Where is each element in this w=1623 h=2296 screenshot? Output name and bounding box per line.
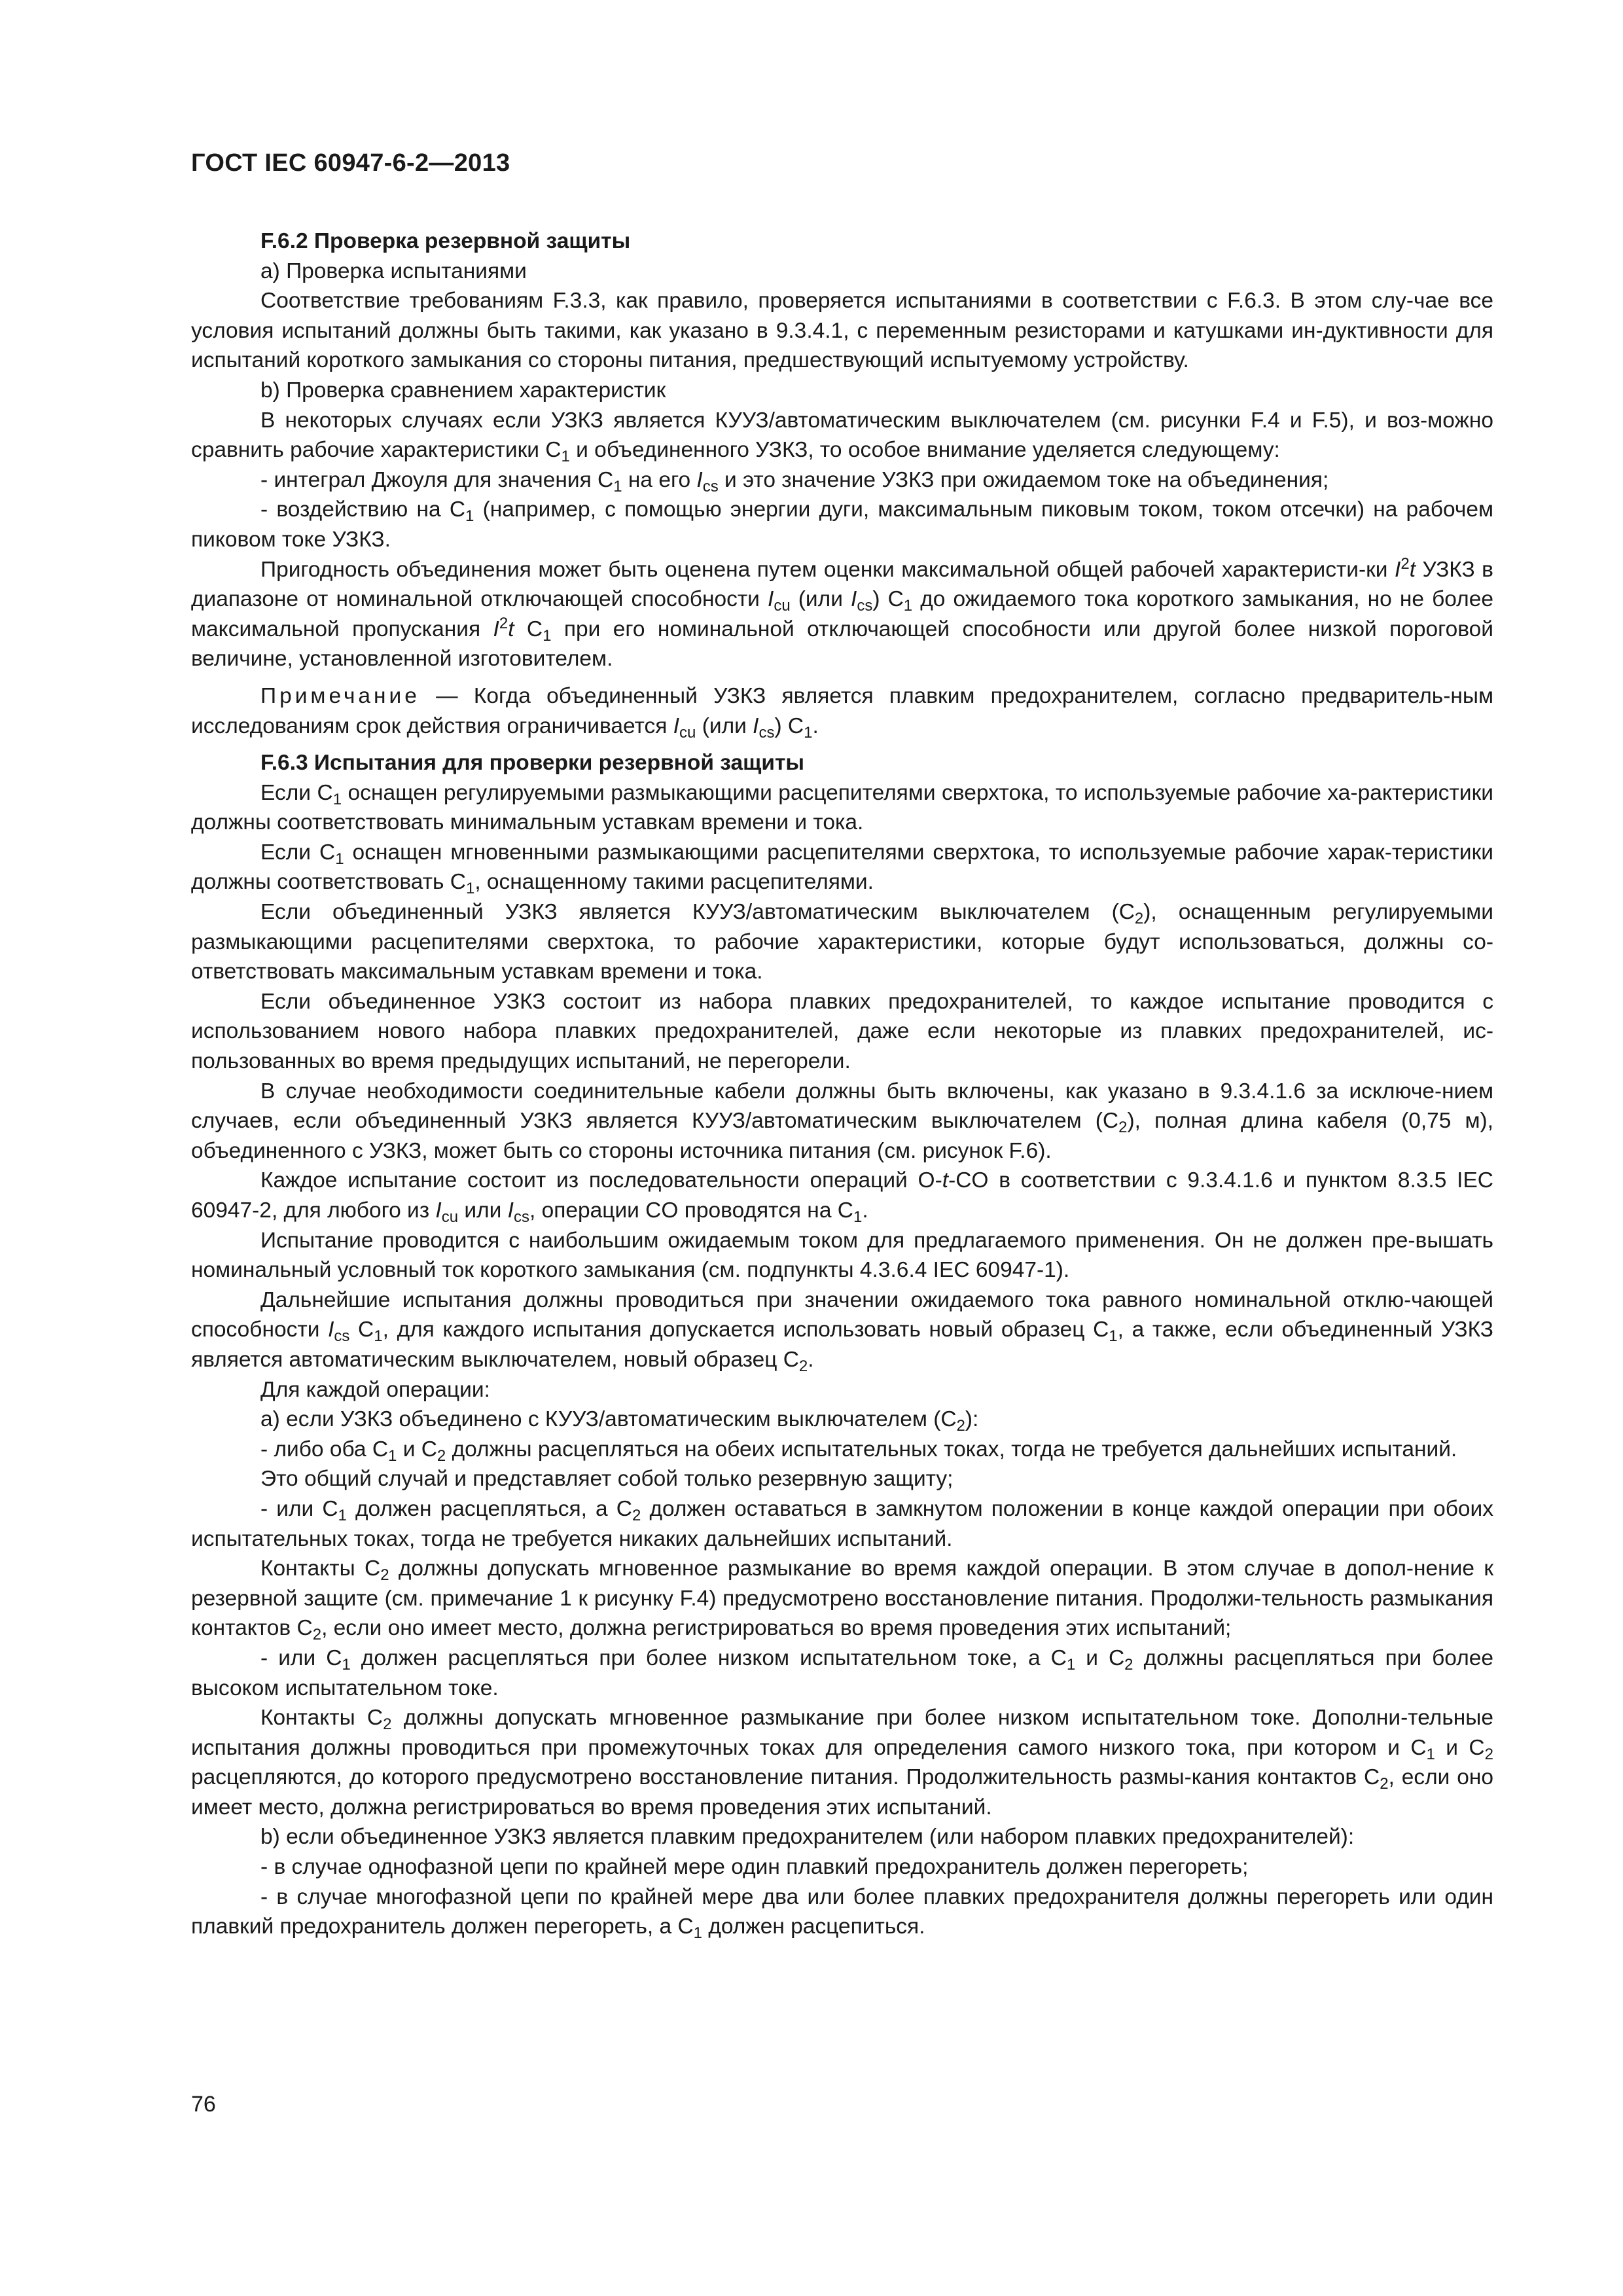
paragraph: Каждое испытание состоит из последовательности операций O-t-CO в соответствии с 9.3.4.1.6 и пунктом 8.3.5 IEC 60947-2, для любого из $I_{cu}$ или $I_{cs}$, операции CO проводятся на $С_1$. (191, 1168, 1493, 1226)
list-item: - в случае многофазной цепи по крайней мере два или более плавких предохранителя должны перегореть или один плавкий предохранитель должен перегореть, а $С_1$ должен расцепиться. (191, 1884, 1493, 1943)
document-header: ГОСТ IEC 60947-6-2—2013 (191, 149, 510, 177)
paragraph: Соответствие требованиям F.3.3, как правило, проверяется испытаниями в соответствии с F.6.3. В этом слу-чае все условия испытаний должны быть такими, как указано в 9.3.4.1, с переменным резисторами и катушками ин-дуктивности для испытаний короткого замыкания со стороны питания, предшествующий испытуемому устройству. (191, 289, 1493, 373)
list-item: - или $С_1$ должен расцепляться, а $С_2$ должен оставаться в замкнутом положении в конце каждой операции при обоих испытательных токах, тогда не требуется никаких дальнейших испытаний. (191, 1496, 1493, 1551)
paragraph: Если объединенное УЗКЗ состоит из набора плавких предохранителей, то каждое испытание проводится с использованием нового набора плавких предохранителей, даже если некоторые из плавких предохранителей, ис-пользованных во время предыдущих испытаний, не перегорели. (191, 989, 1493, 1074)
paragraph: Это общий случай и представляет собой только резервную защиту; (260, 1467, 954, 1492)
list-item: - воздействию на $С_1$ (например, с помощью энергии дуги, максимальным пиковым током, током отсечки) на рабочем пиковом токе УЗКЗ. (191, 497, 1493, 552)
section-heading-f62: F.6.2 Проверка резервной защиты (260, 229, 631, 253)
list-item: а) если УЗКЗ объединено с КУУЗ/автоматическим выключателем $(С_2)$: (260, 1407, 979, 1435)
section-heading-f63: F.6.3 Испытания для проверки резервной защиты (260, 751, 804, 776)
subsection-a-title: а) Проверка испытаниями (260, 259, 527, 283)
paragraph: Контакты $С_2$ должны допускать мгновенное размыкание во время каждой операции. В этом случае в допол-нение к резервной защите (см. примечание 1 к рисунку F.4) предусмотрено восстановление питания. Продолжи-тельность размыкания контактов $С_2$, если оно имеет место, должна регистрироваться во время проведения этих испытаний; (191, 1556, 1493, 1644)
list-item: - либо оба $С_1$ и $С_2$ должны расцепляться на обеих испытательных токах, тогда не требуется дальнейших испытаний. (260, 1437, 1457, 1465)
list-item: - в случае однофазной цепи по крайней мере один плавкий предохранитель должен перегореть; (260, 1855, 1249, 1880)
list-item: b) если объединенное УЗКЗ является плавким предохранителем (или набором плавких предохранителей): (260, 1825, 1355, 1850)
paragraph: Пригодность объединения может быть оценена путем оценки максимальной общей рабочей характеристи-ки $I^2t$ УЗКЗ в диапазоне от номинальной отключающей способности $I_{cu}$ (или $I_{cs}$) $С_1$ до ожидаемого тока короткого замыкания, но не более максимальной пропускания $I^2t$ $С_1$ при его номинальной отключающей способности или другой более низкой пороговой величине, установленной изготовителем. (191, 554, 1493, 672)
note: Примечание — Когда объединенный УЗКЗ является плавким предохранителем, согласно предваритель-ным исследованиям срок действия ограничивается $I_{cu}$ (или $I_{cs}$) $С_1$. (191, 683, 1493, 742)
paragraph: Испытание проводится с наибольшим ожидаемым током для предлагаемого применения. Он не должен пре-вышать номинальный условный ток короткого замыкания (см. подпункты 4.3.6.4 IEC 60947-1). (191, 1228, 1493, 1283)
paragraph: Для каждой операции: (260, 1377, 490, 1402)
paragraph: Если объединенный УЗКЗ является КУУЗ/автоматическим выключателем $(С_2)$, оснащенным регулируемыми размыкающими расцепителями сверхтока, то рабочие характеристики, которые будут использоваться, должны со-ответствовать максимальным уставкам времени и тока. (191, 900, 1493, 984)
paragraph: В случае необходимости соединительные кабели должны быть включены, как указано в 9.3.4.1.6 за исключе-нием случаев, если объединенный УЗКЗ является КУУЗ/автоматическим выключателем $(С_2)$, полная длина кабеля (0,75 м), объединенного с УЗКЗ, может быть со стороны источника питания (см. рисунок F.6). (191, 1079, 1493, 1163)
note-label: Примечание (260, 683, 420, 708)
paragraph: В некоторых случаях если УЗКЗ является КУУЗ/автоматическим выключателем (см. рисунки F.4 и F.5), и воз-можно сравнить рабочие характеристики $С_1$ и объединенного УЗКЗ, то особое внимание уделяется следующему: (191, 408, 1493, 466)
list-item: - интеграл Джоуля для значения $С_1$ на его $I_{cs}$ и это значение УЗКЗ при ожидаемом токе на объединения; (260, 467, 1329, 495)
list-item: - или $С_1$ должен расцепляться при более низком испытательном токе, а $С_1$ и $С_2$ должны расцепляться при более высоком испытательном токе. (191, 1645, 1493, 1700)
subsection-b-title: b) Проверка сравнением характеристик (260, 378, 666, 403)
paragraph: Если $С_1$ оснащен мгновенными размыкающими расцепителями сверхтока, то используемые рабочие харак-теристики должны соответствовать $С_1$, оснащенному такими расцепителями. (191, 840, 1493, 898)
page-body (191, 226, 1493, 1942)
paragraph: Дальнейшие испытания должны проводиться при значении ожидаемого тока равного номинальной отклю-чающей способности $I_{cs}$ $С_1$, для каждого испытания допускается использовать новый образец $С_1$, а также, если объединенный УЗКЗ является автоматическим выключателем, новый образец $С_2$. (191, 1287, 1493, 1375)
page-number: 76 (191, 2092, 216, 2117)
paragraph: Если $С_1$ оснащен регулируемыми размыкающими расцепителями сверхтока, то используемые рабочие ха-рактеристики должны соответствовать минимальным уставкам времени и тока. (191, 780, 1493, 835)
paragraph: Контакты $С_2$ должны допускать мгновенное размыкание при более низком испытательном токе. Дополни-тельные испытания должны проводиться при промежуточных токах для определения самого низкого тока, при котором и $С_1$ и $С_2$ расцепляются, до которого предусмотрено восстановление питания. Продолжительность размы-кания контактов $С_2$, если оно имеет место, должна регистрироваться во время проведения этих испытаний. (191, 1706, 1494, 1820)
